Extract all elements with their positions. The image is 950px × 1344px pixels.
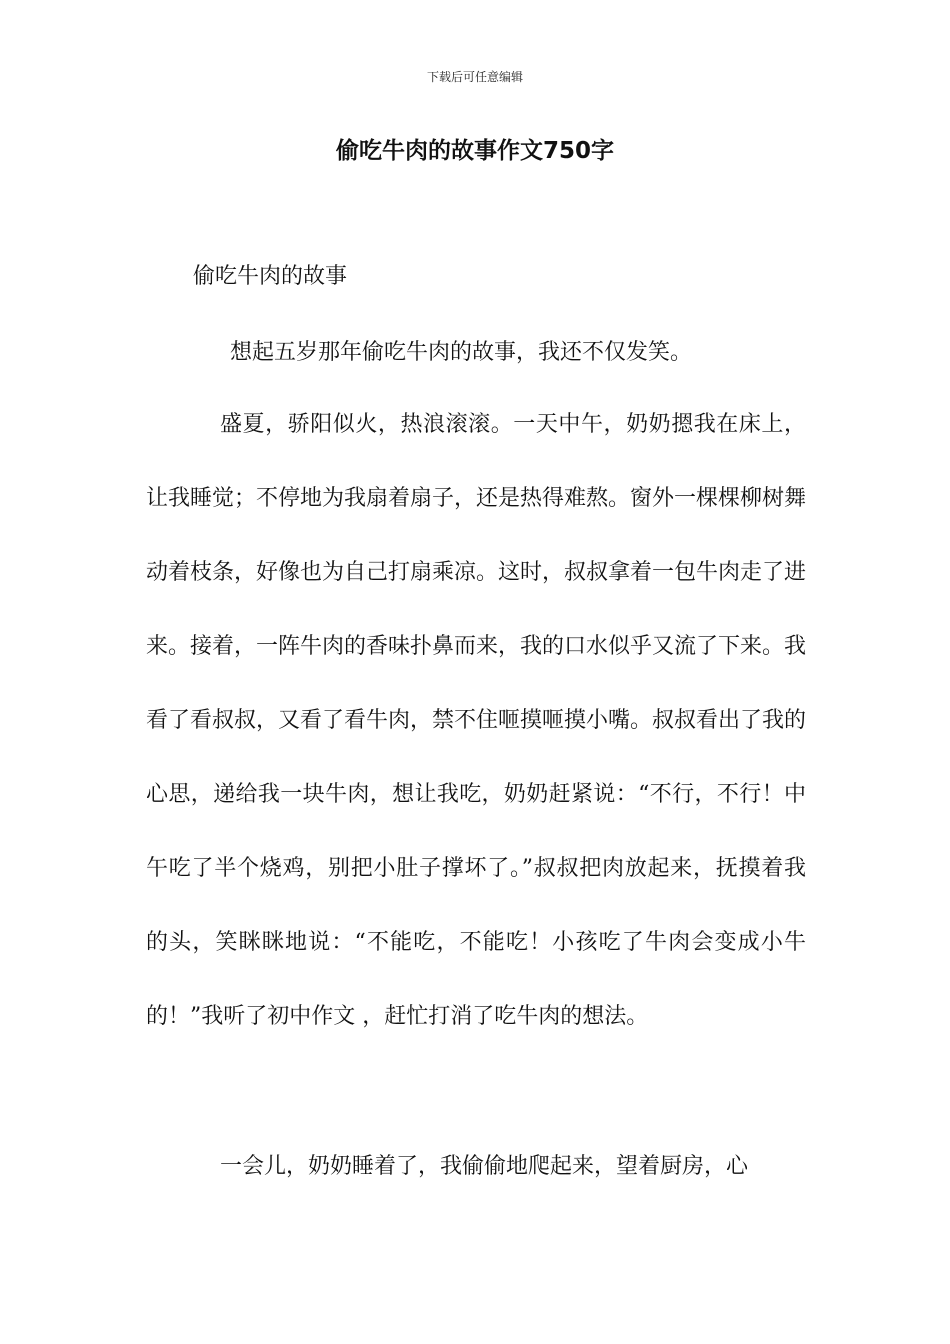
document-title: 偷吃牛肉的故事作文750字 — [335, 138, 614, 164]
paragraph-3: 一会儿，奶奶睡着了，我偷偷地爬起来，望着厨房，心 — [220, 1154, 749, 1179]
header-note: 下载后可任意编辑 — [426, 70, 523, 84]
paragraph-1: 想起五岁那年偷吃牛肉的故事，我还不仅发笑。 — [230, 340, 693, 365]
story-subtitle: 偷吃牛肉的故事 — [193, 264, 348, 289]
paragraph-2: 盛夏，骄阳似火，热浪滚滚。一天中午，奶奶摁我在床上，让我睡觉；不停地为我扇着扇子，还是热得难熬。窗外一棵棵柳树舞动着枝条，好像也为自己打扇乘凉。这时，叔叔拿着一包牛肉走了进来。接着，一阵牛肉的香味扑鼻而来，我的口水似乎又流了下来。我看了看叔叔，又看了看牛肉，禁不住咂摸咂摸小嘴。叔叔看出了我的心思，递给我一块牛肉，想让我吃，奶奶赶紧说：“不行，不行！中午吃了半个烧鸡，别把小肚子撑坏了。”叔叔把肉放起来，抚摸着我的头，笑眯眯地说：“不能吃，不能吃！小孩吃了牛肉会变成小牛的！”我听了初中作文 ，赶忙打消了吃牛肉的想法。 — [146, 412, 807, 1029]
